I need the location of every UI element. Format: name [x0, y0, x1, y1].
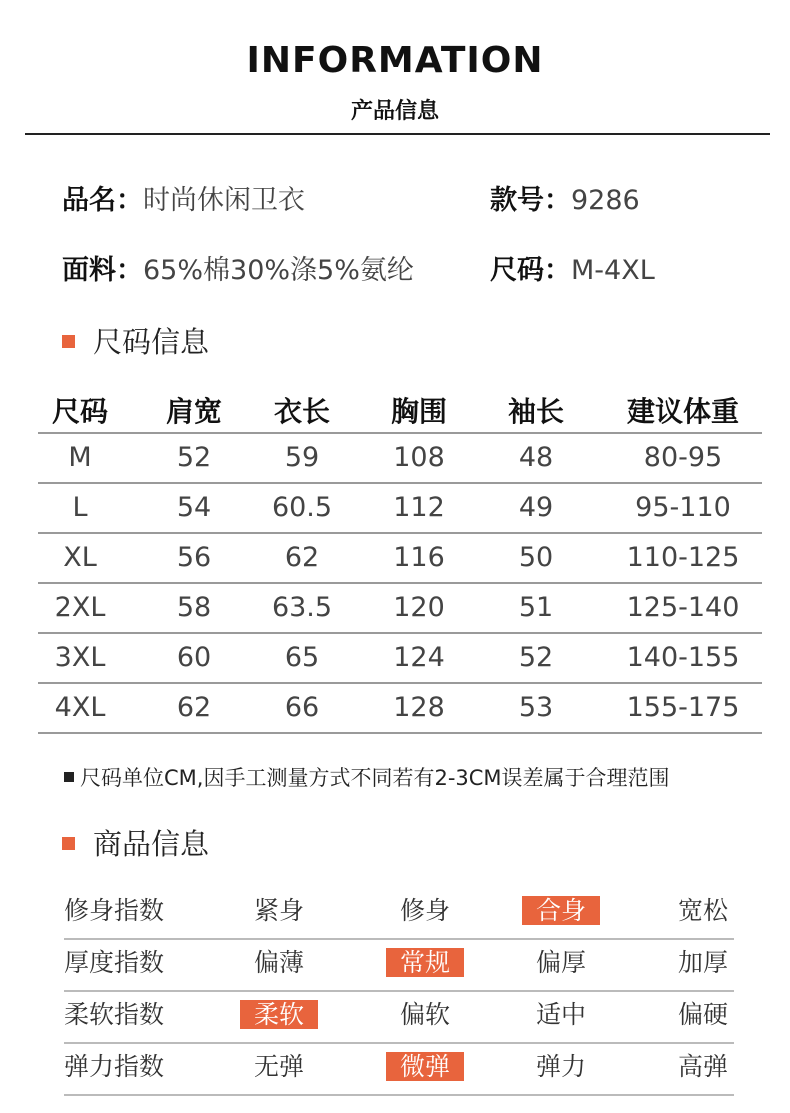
size-section-title: 尺码信息: [93, 325, 210, 359]
table-cell: 116: [393, 542, 445, 573]
attribute-option: [386, 992, 464, 1038]
table-cell: 60.5: [271, 492, 333, 523]
table-row: [38, 484, 762, 534]
attribute-row: [64, 888, 734, 940]
option-label: 高弹: [677, 1052, 728, 1081]
table-cell: 52: [176, 442, 212, 473]
attribute-option-selected: [240, 992, 318, 1038]
table-cell: 112: [393, 492, 445, 523]
product-section-heading: [62, 822, 209, 863]
table-row: [38, 434, 762, 484]
table-cell: 110-125: [626, 542, 740, 573]
option-label: 常规: [386, 948, 464, 977]
option-label: 柔软: [240, 1000, 318, 1029]
page-title: INFORMATION: [246, 40, 544, 81]
size-table-header: [38, 392, 762, 434]
bullet-square-icon: [64, 772, 74, 782]
product-size-value: M-4XL: [571, 255, 655, 286]
header-divider: [25, 133, 770, 135]
table-row: [38, 684, 762, 734]
table-cell: 140-155: [626, 642, 740, 673]
product-model: [490, 178, 640, 217]
product-name-label: 品名：: [62, 185, 143, 216]
table-cell: 108: [393, 442, 445, 473]
table-cell: L: [72, 492, 88, 523]
table-cell: 128: [393, 692, 445, 723]
table-cell: 3XL: [54, 642, 106, 673]
attribute-option-selected: [386, 940, 464, 986]
product-name-value: 时尚休闲卫衣: [143, 185, 305, 216]
product-fabric-label: 面料：: [62, 255, 143, 286]
bullet-square-icon: [62, 335, 75, 348]
table-cell: 4XL: [54, 692, 106, 723]
option-label: 适中: [535, 1000, 586, 1029]
product-size-range: [490, 248, 655, 287]
column-header: 胸围: [390, 395, 447, 428]
product-name: [62, 178, 305, 217]
option-label: 宽松: [677, 896, 728, 925]
column-header: 建议体重: [626, 395, 739, 428]
table-cell: XL: [63, 542, 97, 573]
column-header: 肩宽: [165, 395, 222, 428]
table-cell: 48: [518, 442, 554, 473]
attribute-option: [240, 940, 318, 986]
table-cell: 49: [518, 492, 554, 523]
option-label: 偏软: [399, 1000, 450, 1029]
table-cell: 62: [284, 542, 320, 573]
table-cell: 125-140: [626, 592, 740, 623]
attribute-label: 厚度指数: [64, 948, 165, 977]
option-label: 偏硬: [677, 1000, 728, 1029]
table-cell: 54: [176, 492, 212, 523]
attribute-option: [522, 940, 600, 986]
table-cell: 58: [176, 592, 212, 623]
table-cell: 60: [176, 642, 212, 673]
product-model-value: 9286: [571, 185, 640, 216]
table-cell: M: [68, 442, 92, 473]
attribute-option: [240, 888, 318, 934]
option-label: 弹力: [535, 1052, 586, 1081]
table-row: [38, 534, 762, 584]
attribute-option: [386, 888, 464, 934]
option-label: 合身: [522, 896, 600, 925]
attribute-option: [664, 992, 742, 1038]
column-header: 袖长: [507, 395, 564, 428]
table-cell: 53: [518, 692, 554, 723]
attribute-option: [664, 1044, 742, 1090]
attribute-row: [64, 1044, 734, 1096]
product-size-label: 尺码：: [490, 255, 571, 286]
table-cell: 66: [284, 692, 320, 723]
option-label: 微弹: [386, 1052, 464, 1081]
table-cell: 124: [393, 642, 445, 673]
table-cell: 50: [518, 542, 554, 573]
attribute-option: [522, 1044, 600, 1090]
table-cell: 95-110: [635, 492, 731, 523]
table-cell: 62: [176, 692, 212, 723]
option-label: 修身: [399, 896, 450, 925]
option-label: 偏厚: [535, 948, 586, 977]
attribute-option: [664, 940, 742, 986]
option-label: 紧身: [253, 896, 304, 925]
table-cell: 52: [518, 642, 554, 673]
option-label: 加厚: [677, 948, 728, 977]
size-note: [64, 762, 670, 792]
attribute-option-selected: [522, 888, 600, 934]
table-cell: 155-175: [626, 692, 740, 723]
option-label: 无弹: [253, 1052, 304, 1081]
product-model-label: 款号：: [490, 185, 571, 216]
product-fabric-value: 65%棉30%涤5%氨纶: [143, 255, 414, 286]
attribute-label: 修身指数: [64, 896, 165, 925]
table-cell: 51: [518, 592, 554, 623]
product-fabric: [62, 248, 414, 287]
attribute-row: [64, 992, 734, 1044]
attribute-option: [664, 888, 742, 934]
table-cell: 63.5: [271, 592, 333, 623]
attribute-option-selected: [386, 1044, 464, 1090]
attribute-option: [240, 1044, 318, 1090]
table-cell: 120: [393, 592, 445, 623]
size-section-heading: [62, 320, 209, 361]
attribute-option: [522, 992, 600, 1038]
attribute-label: 柔软指数: [64, 1000, 165, 1029]
table-row: [38, 584, 762, 634]
page-subtitle: 产品信息: [350, 99, 439, 124]
product-section-title: 商品信息: [93, 827, 210, 861]
size-table: [38, 392, 762, 734]
table-cell: 65: [284, 642, 320, 673]
table-row: [38, 634, 762, 684]
attribute-row: [64, 940, 734, 992]
product-attributes-table: [64, 888, 734, 1096]
bullet-square-icon: [62, 837, 75, 850]
column-header: 尺码: [51, 395, 108, 428]
table-cell: 56: [176, 542, 212, 573]
attribute-label: 弹力指数: [64, 1052, 165, 1081]
option-label: 偏薄: [253, 948, 304, 977]
table-cell: 80-95: [643, 442, 723, 473]
table-cell: 59: [284, 442, 320, 473]
column-header: 衣长: [273, 395, 330, 428]
table-cell: 2XL: [54, 592, 106, 623]
size-note-text: 尺码单位CM,因手工测量方式不同若有2-3CM误差属于合理范围: [80, 766, 670, 790]
